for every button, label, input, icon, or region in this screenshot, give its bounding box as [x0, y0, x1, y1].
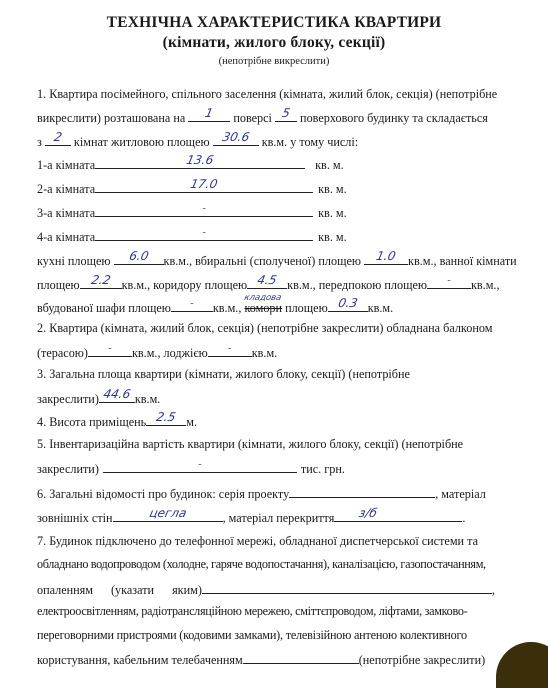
p6-line1: 6. Загальні відомості про будинок: серія проекту , матеріал: [37, 484, 518, 502]
p5-line1: 5. Інвентаризаційна вартість квартири (кімнати, жилого блоку, секції) (непотрібне: [37, 437, 464, 451]
floor-field[interactable]: 1: [188, 108, 230, 122]
height-field[interactable]: 2.5: [146, 412, 186, 426]
p6-line2: зовнішніх стін цегла , матеріал перекриття з/б .: [37, 506, 466, 525]
kitchen-row: кухні площею 6.0 кв.м., вбиральні (сполученої) площею 1.0 кв.м., ванної кімнати: [37, 249, 517, 268]
balcony-field[interactable]: -: [88, 343, 132, 357]
corridor-field[interactable]: 4.5: [247, 275, 287, 289]
p2-line1: 2. Квартира (кімната, жилий блок, секція) (непотрібне закреслити) обладнана балконом: [37, 321, 493, 335]
doc-subtitle: (непотрібне викреслити): [218, 56, 330, 67]
walls-field[interactable]: цегла: [113, 508, 223, 522]
p4-line: 4. Висота приміщень 2.5 м.: [37, 410, 197, 429]
room3-row: 3-а кімната - кв. м.: [37, 203, 347, 220]
page-corner-shadow: [496, 642, 548, 688]
pantry-field[interactable]: 0.3: [328, 298, 368, 312]
p5-line2: закреслити) - тис. грн.: [37, 459, 345, 476]
p7-line6: користування, кабельним телебаченням (непотрібне закреслити): [37, 650, 518, 668]
room4-row: 4-а кімната - кв. м.: [37, 227, 347, 244]
p1-line2: викреслити) розташована на 1 поверсі 5 поверхового будинку та складається: [37, 106, 488, 125]
p7-line2: обладнано водопроводом (холодне, гаряче водопостачання), каналізацією, газопостачанням,: [37, 557, 486, 571]
wardrobe-row: вбудованої шафи площею - кв.м., кладова комори площею 0.3 кв.м.: [37, 298, 518, 316]
ceiling-field[interactable]: з/б: [334, 508, 462, 522]
hallway-field[interactable]: -: [427, 275, 471, 289]
p1-line1: 1. Квартира посімейного, спільного заселення (кімната, жилий блок, секція) (непотрібне: [37, 87, 498, 101]
doc-title-sub: (кімнати, жилого блоку, секції): [162, 34, 386, 51]
floors-total-field[interactable]: 5: [275, 108, 297, 122]
toilet-field[interactable]: 1.0: [364, 251, 408, 265]
project-series-field[interactable]: [289, 484, 435, 498]
room1-field[interactable]: 13.6: [95, 155, 305, 169]
inventory-value-field[interactable]: -: [103, 459, 297, 473]
p3-line1: 3. Загальна площа квартири (кімнати, жилого блоку, секції) (непотрібне: [37, 367, 410, 381]
p7-line5: переговорними пристроями (кодовими замками), телевізійною антеною колективного: [37, 628, 467, 642]
heating-field[interactable]: [202, 580, 492, 594]
cable-tv-field[interactable]: [243, 650, 359, 664]
pantry-struck: комори: [244, 301, 283, 315]
p7-line3: опаленням (указати яким) ,: [37, 580, 518, 598]
room4-field[interactable]: -: [95, 227, 313, 241]
p7-line1: 7. Будинок підключено до телефонної мережі, обладнаної диспетчерської системи та: [37, 534, 478, 548]
total-area-field[interactable]: 44.6: [99, 389, 135, 403]
bath-row: площею 2.2 кв.м., коридору площею 4.5 кв.м., передпокою площею - кв.м.,: [37, 273, 500, 292]
p2-line2: (терасою) - кв.м., лоджією - кв.м.: [37, 343, 278, 360]
doc-title: ТЕХНІЧНА ХАРАКТЕРИСТИКА КВАРТИРИ: [106, 14, 442, 31]
bath-field[interactable]: 2.2: [80, 275, 122, 289]
p1-line3: з 2 кімнат житловою площею 30.6 кв.м. у тому числі:: [37, 130, 359, 149]
room2-row: 2-а кімната 17.0 кв. м.: [37, 177, 347, 196]
living-area-field[interactable]: 30.6: [213, 132, 259, 146]
wardrobe-field[interactable]: -: [171, 298, 213, 312]
kitchen-field[interactable]: 6.0: [114, 251, 164, 265]
loggia-field[interactable]: -: [208, 343, 252, 357]
p3-line2: закреслити) 44.6 кв.м.: [37, 387, 161, 406]
room2-field[interactable]: 17.0: [95, 179, 313, 193]
room3-field[interactable]: -: [95, 203, 313, 217]
p7-line4: електроосвітленням, радіотрансляційною мережею, сміттєпроводом, ліфтами, замково-: [37, 604, 468, 618]
rooms-field[interactable]: 2: [45, 132, 71, 146]
room1-row: 1-а кімната 13.6 кв. м.: [37, 153, 344, 172]
pantry-note: кладова: [243, 293, 283, 303]
